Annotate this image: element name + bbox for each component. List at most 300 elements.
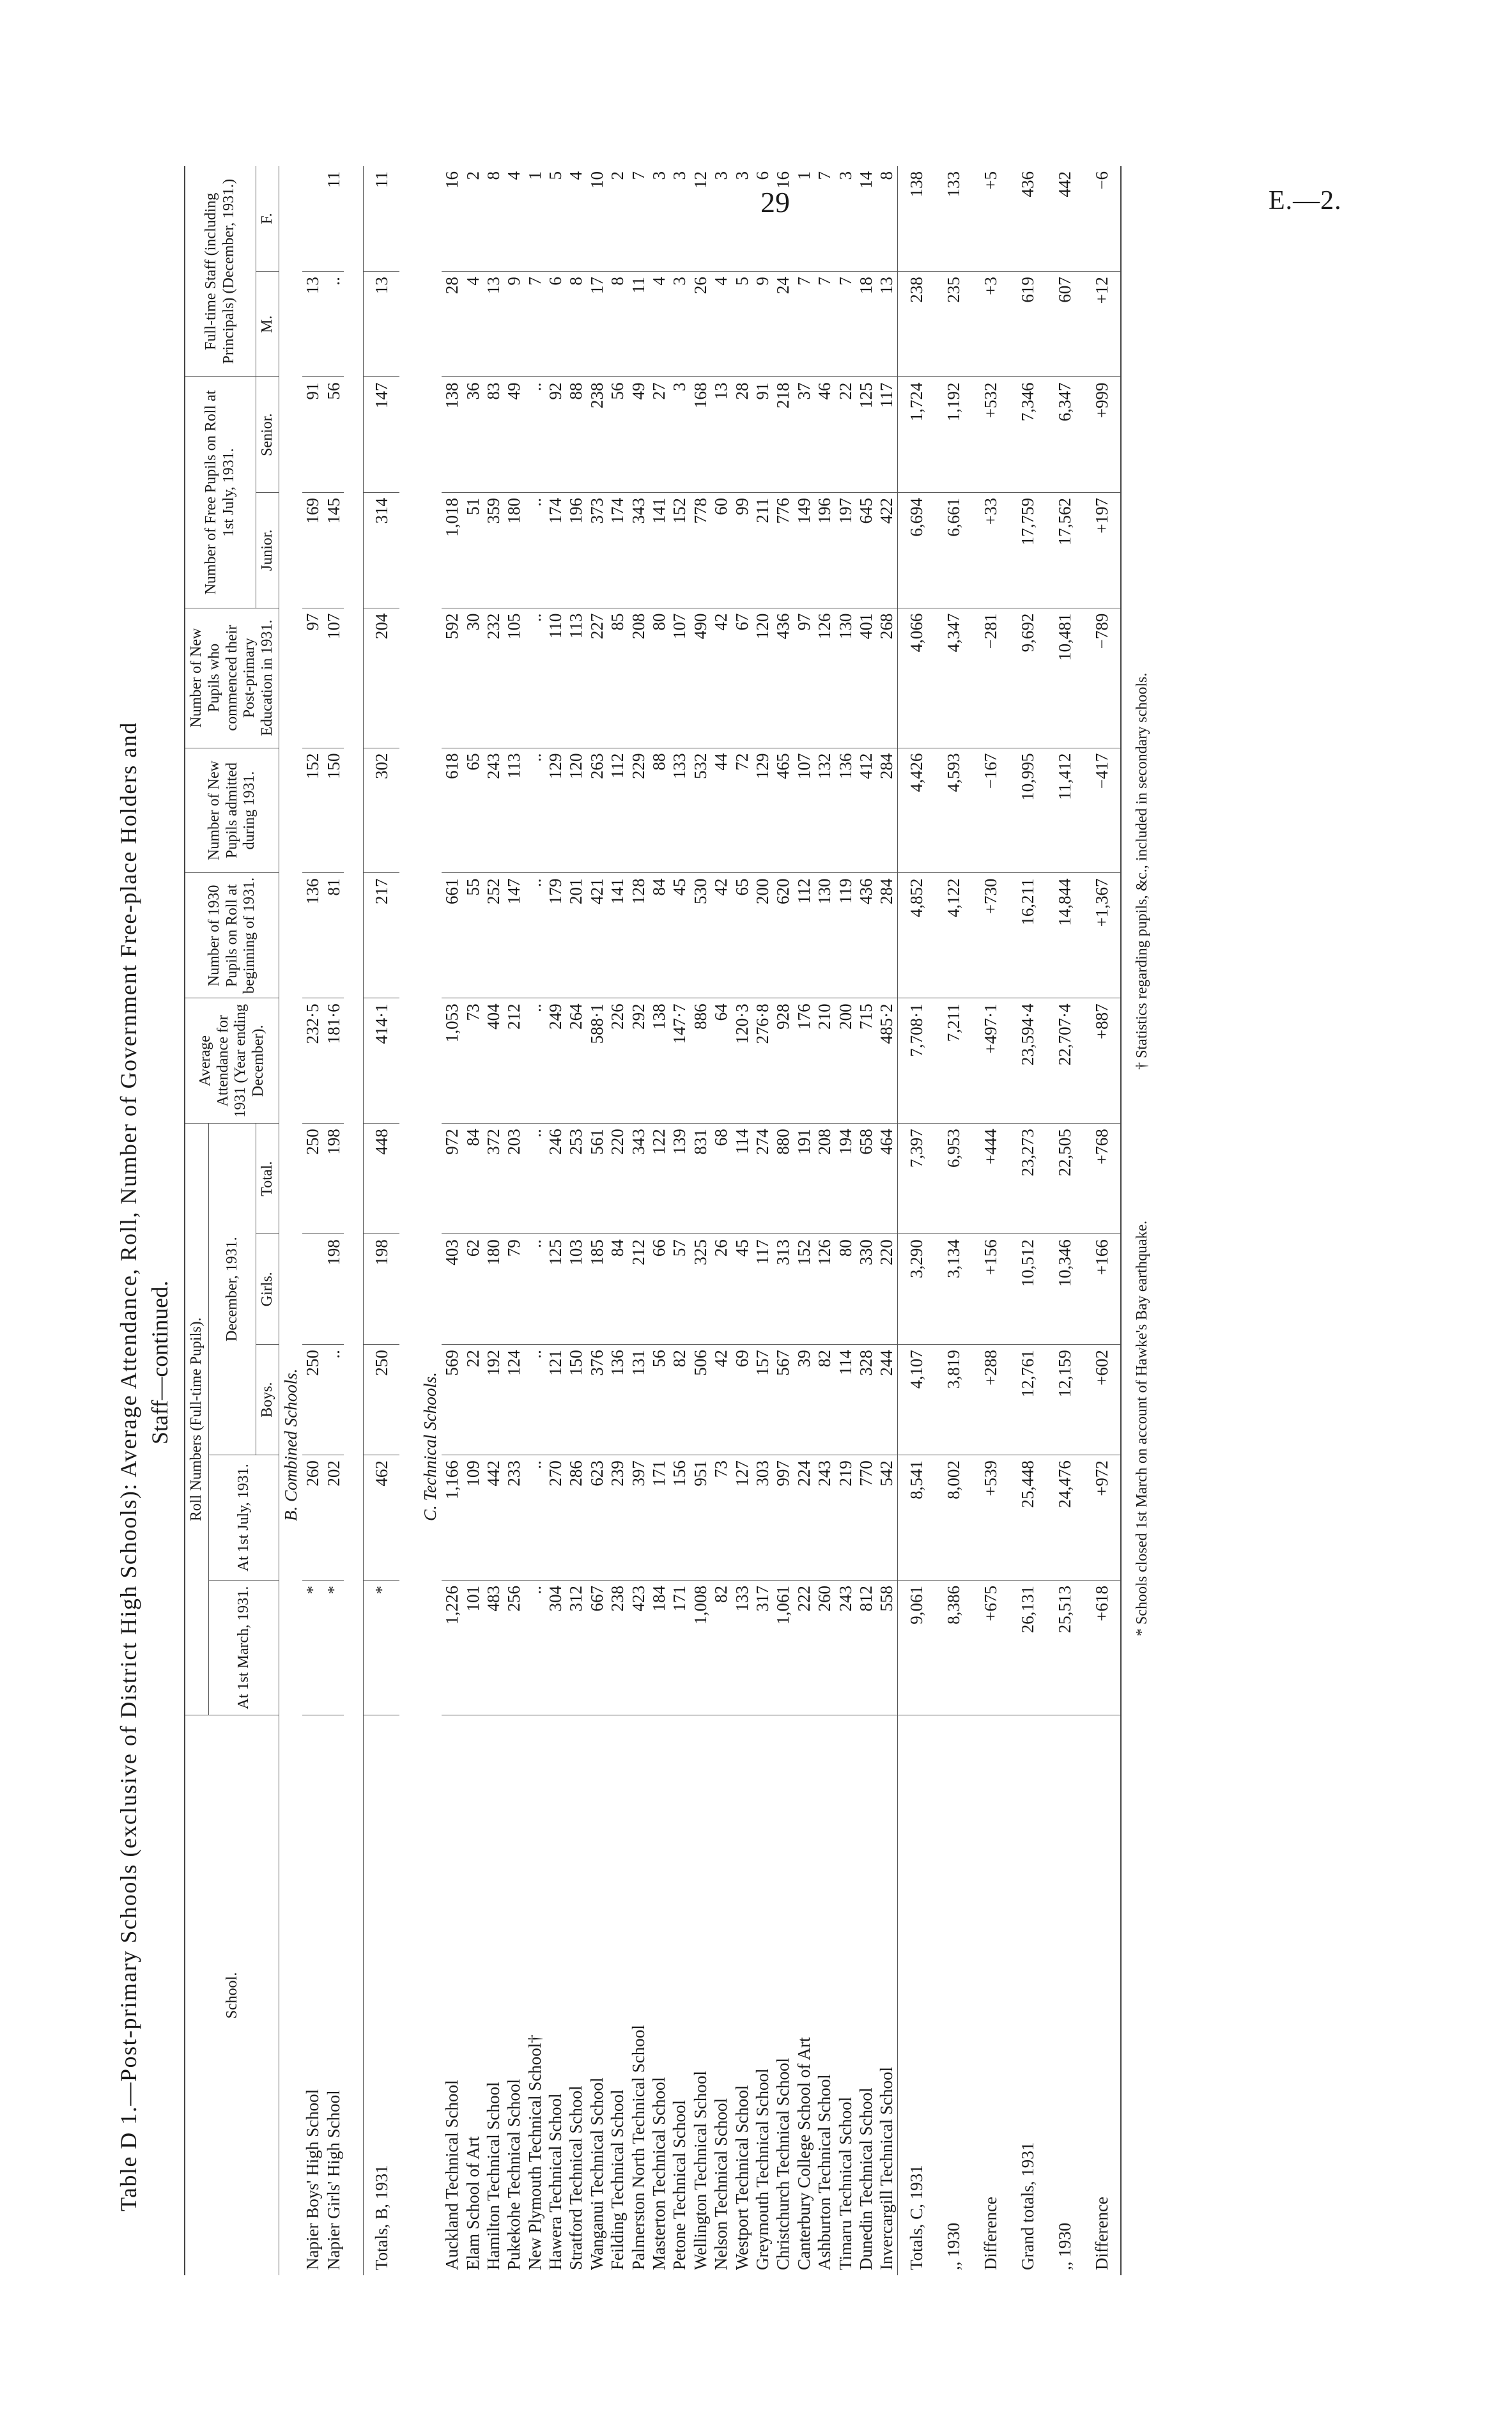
table-cell: 442: [1046, 166, 1083, 272]
row-label: Dunedin Technical School: [856, 2087, 876, 2270]
table-row: [525, 166, 545, 2275]
table-cell: 208: [628, 608, 649, 748]
page-code: E.—2.: [1269, 186, 1342, 215]
table-cell: 14: [856, 166, 876, 272]
summary-row: [1083, 166, 1121, 2275]
table-row: [463, 166, 483, 2275]
table-cell: 2: [463, 166, 483, 272]
table-cell: 4: [649, 272, 669, 377]
table-cell: +166: [1083, 1234, 1121, 1345]
row-label: Masterton Technical School: [649, 2076, 669, 2270]
table-cell: 23,273: [1009, 1124, 1046, 1234]
table-cell: 886: [690, 998, 711, 1124]
table-cell: 303: [752, 1455, 773, 1581]
table-cell: 45: [669, 873, 690, 998]
table-cell: +288: [972, 1345, 1009, 1455]
table-cell: 5: [545, 166, 566, 272]
table-cell: 1,061: [773, 1581, 793, 1715]
table-cell: 17,759: [1009, 493, 1046, 608]
table-cell: 13: [364, 272, 400, 377]
table-cell: ..: [525, 377, 545, 493]
table-row: [794, 166, 814, 2275]
table-cell: 141: [607, 873, 628, 998]
table-cell: +675: [972, 1581, 1009, 1715]
row-label: Napier Boys' High School: [303, 2089, 323, 2270]
table-cell: 97: [302, 608, 323, 748]
table-cell: 1,192: [935, 377, 972, 493]
table-cell: 11: [364, 166, 400, 272]
table-cell: 7: [814, 272, 835, 377]
table-cell: 227: [587, 608, 607, 748]
table-cell: 397: [628, 1455, 649, 1581]
table-cell: 13: [711, 377, 731, 493]
table-cell: ..: [525, 608, 545, 748]
table-cell: 233: [504, 1455, 524, 1581]
row-label: Greymouth Technical School: [752, 2068, 772, 2270]
table-cell: 4,347: [935, 608, 972, 748]
table-cell: 132: [814, 748, 835, 873]
table-cell: 84: [463, 1124, 483, 1234]
table-cell: 92: [545, 377, 566, 493]
table-cell: 141: [649, 493, 669, 608]
table-cell: 85: [607, 608, 628, 748]
table-cell: 88: [649, 748, 669, 873]
table-cell: 174: [607, 493, 628, 608]
header-school: School.: [185, 1715, 279, 2275]
table-cell: +602: [1083, 1345, 1121, 1455]
row-label: Auckland Technical School: [442, 2080, 462, 2270]
table-cell: 401: [856, 608, 876, 748]
table-row: [483, 166, 504, 2275]
table-cell: 620: [773, 873, 793, 998]
summary-row: [897, 166, 935, 2275]
table-cell: 217: [364, 873, 400, 998]
table-cell: 284: [876, 873, 897, 998]
table-cell: 8,541: [897, 1455, 935, 1581]
table-cell: 46: [814, 377, 835, 493]
table-cell: 49: [504, 377, 524, 493]
table-cell: 133: [669, 748, 690, 873]
header-staff-group: Full-time Staff (including Principals) (December, 1931.): [185, 166, 256, 377]
table-cell: 120: [752, 608, 773, 748]
table-cell: 138: [897, 166, 935, 272]
table-cell: 191: [794, 1124, 814, 1234]
table-cell: 343: [628, 493, 649, 608]
table-cell: 131: [628, 1345, 649, 1455]
table-cell: 4,426: [897, 748, 935, 873]
table-cell: 72: [732, 748, 752, 873]
table-cell: 10,346: [1046, 1234, 1083, 1345]
table-cell: 465: [773, 748, 793, 873]
table-cell: 6: [752, 166, 773, 272]
table-cell: 180: [504, 493, 524, 608]
table-row: [732, 166, 752, 2275]
row-label: New Plymouth Technical School†: [525, 2034, 544, 2270]
table-cell: 325: [690, 1234, 711, 1345]
table-cell: 2: [607, 166, 628, 272]
table-cell: 73: [463, 998, 483, 1124]
table-cell: 17,562: [1046, 493, 1083, 608]
table-cell: 204: [364, 608, 400, 748]
table-cell: 82: [711, 1581, 731, 1715]
table-cell: 506: [690, 1345, 711, 1455]
table-cell: 196: [814, 493, 835, 608]
table-cell: 105: [504, 608, 524, 748]
table-cell: 3,134: [935, 1234, 972, 1345]
table-cell: 448: [364, 1124, 400, 1234]
table-cell: 91: [302, 377, 323, 493]
table-cell: 7,211: [935, 998, 972, 1124]
table-cell: 220: [607, 1124, 628, 1234]
row-label: Elam School of Art: [463, 2136, 482, 2270]
header-free-group: Number of Free Pupils on Roll at 1st July, 1931.: [185, 377, 256, 608]
table-cell: 302: [364, 748, 400, 873]
table-cell: 436: [856, 873, 876, 998]
table-cell: 7,708·1: [897, 998, 935, 1124]
table-cell: 313: [773, 1234, 793, 1345]
header-commenced: Number of New Pupils who commenced their Post-primary Education in 1931.: [185, 608, 279, 748]
table-row: [566, 166, 586, 2275]
table-cell: ..: [323, 1345, 344, 1455]
table-cell: 9: [504, 272, 524, 377]
table-cell: 198: [364, 1234, 400, 1345]
table-cell: 250: [302, 1124, 323, 1234]
table-row: [628, 166, 649, 2275]
row-label: Wanganui Technical School: [587, 2077, 606, 2270]
table-cell: 13: [876, 272, 897, 377]
table-cell: 532: [690, 748, 711, 873]
table-cell: 168: [690, 377, 711, 493]
summary-row: [1009, 166, 1046, 2275]
header-roll-group: Roll Numbers (Full-time Pupils).: [185, 1124, 208, 1715]
table-cell: 121: [545, 1345, 566, 1455]
table-cell: 373: [587, 493, 607, 608]
table-cell: 62: [463, 1234, 483, 1345]
table-cell: 6: [545, 272, 566, 377]
table-cell: 194: [835, 1124, 856, 1234]
table-cell: 219: [835, 1455, 856, 1581]
row-label: Canterbury College School of Art: [794, 2037, 814, 2270]
table-cell: 218: [773, 377, 793, 493]
table-cell: 126: [814, 608, 835, 748]
table-cell: 26,131: [1009, 1581, 1046, 1715]
table-cell: 4,593: [935, 748, 972, 873]
summary-row: [972, 166, 1009, 2275]
table-cell: 136: [302, 873, 323, 998]
table-cell: 119: [835, 873, 856, 998]
table-row: [607, 166, 628, 2275]
table-cell: 3,290: [897, 1234, 935, 1345]
table-cell: 37: [794, 377, 814, 493]
row-label: Nelson Technical School: [711, 2098, 731, 2270]
row-label: Westport Technical School: [732, 2085, 752, 2270]
table-cell: 1,008: [690, 1581, 711, 1715]
table-cell: 542: [876, 1455, 897, 1581]
table-cell: 208: [814, 1124, 835, 1234]
table-cell: 330: [856, 1234, 876, 1345]
table-cell: 246: [545, 1124, 566, 1234]
table-cell: 67: [732, 608, 752, 748]
table-cell: 284: [876, 748, 897, 873]
section-heading: C. Technical Schools.: [420, 1372, 440, 1521]
table-cell: 138: [649, 998, 669, 1124]
table-cell: 928: [773, 998, 793, 1124]
table-cell: 26: [711, 1234, 731, 1345]
table-cell: 4: [711, 272, 731, 377]
table-cell: 27: [649, 377, 669, 493]
table-cell: 328: [856, 1345, 876, 1455]
table-cell: ..: [525, 493, 545, 608]
table-cell: 25,513: [1046, 1581, 1083, 1715]
header-boys: Boys.: [256, 1345, 279, 1455]
table-cell: 16: [442, 166, 462, 272]
footnotes: [1133, 166, 1152, 2275]
table-cell: −281: [972, 608, 1009, 748]
table-cell: 12: [690, 166, 711, 272]
table-cell: 150: [566, 1345, 586, 1455]
table-cell: 180: [483, 1234, 504, 1345]
spacer-row: [344, 166, 364, 2275]
table-cell: 558: [876, 1581, 897, 1715]
table-cell: 7,397: [897, 1124, 935, 1234]
table-cell: ..: [525, 1581, 545, 1715]
table-cell: 403: [442, 1234, 462, 1345]
table-cell: 174: [545, 493, 566, 608]
table-row: [856, 166, 876, 2275]
table-cell: 44: [711, 748, 731, 873]
table-cell: 7: [835, 272, 856, 377]
table-cell: 3: [649, 166, 669, 272]
table-cell: 97: [794, 608, 814, 748]
table-cell: 103: [566, 1234, 586, 1345]
table-cell: 1,226: [442, 1581, 462, 1715]
table-cell: 122: [649, 1124, 669, 1234]
table-cell: 14,844: [1046, 873, 1083, 998]
table-cell: 176: [794, 998, 814, 1124]
table-title: Table D 1.—Post-primary Schools (exclusive of District High Schools): Average Attendance, Roll, Number of Government Free-place Holders and: [116, 722, 141, 2211]
table-row: [323, 166, 344, 2275]
row-label: Napier Girls' High School: [323, 2090, 343, 2270]
header-total: Total.: [256, 1124, 279, 1234]
table-cell: 1,166: [442, 1455, 462, 1581]
table-cell: 229: [628, 748, 649, 873]
table-cell: 171: [649, 1455, 669, 1581]
table-cell: 253: [566, 1124, 586, 1234]
table-row: [876, 166, 897, 2275]
table-cell: +5: [972, 166, 1009, 272]
table-cell: 260: [814, 1581, 835, 1715]
table-cell: 569: [442, 1345, 462, 1455]
table-cell: 28: [732, 377, 752, 493]
table-cell: 304: [545, 1581, 566, 1715]
table-cell: 91: [752, 377, 773, 493]
table-cell: 997: [773, 1455, 793, 1581]
row-label: Difference: [980, 2197, 1000, 2270]
table-cell: 65: [732, 873, 752, 998]
table-cell: −417: [1083, 748, 1121, 873]
table-cell: 951: [690, 1455, 711, 1581]
table-cell: 42: [711, 608, 731, 748]
table-row: [669, 166, 690, 2275]
table-cell: 4: [566, 166, 586, 272]
table-cell: 65: [463, 748, 483, 873]
row-label: Feilding Technical School: [608, 2089, 628, 2270]
table-cell: 485·2: [876, 998, 897, 1124]
table-cell: 112: [794, 873, 814, 998]
table-cell: 117: [876, 377, 897, 493]
table-cell: 22,707·4: [1046, 998, 1083, 1124]
header-december: December, 1931.: [208, 1124, 256, 1455]
table-cell: [302, 166, 323, 272]
table-cell: 130: [814, 873, 835, 998]
table-cell: 7,346: [1009, 377, 1046, 493]
table-cell: 263: [587, 748, 607, 873]
table-cell: 256: [504, 1581, 524, 1715]
table-cell: 567: [773, 1345, 793, 1455]
table-cell: 4: [504, 166, 524, 272]
table-row: [835, 166, 856, 2275]
row-label: Stratford Technical School: [566, 2085, 586, 2270]
data-table: [184, 166, 1121, 2275]
table-cell: +730: [972, 873, 1009, 998]
section-heading-row: [419, 166, 442, 2275]
table-cell: 84: [649, 873, 669, 998]
table-cell: 292: [628, 998, 649, 1124]
table-cell: 274: [752, 1124, 773, 1234]
table-cell: 26: [690, 272, 711, 377]
table-cell: 1,018: [442, 493, 462, 608]
row-label: Pukekohe Technical School: [504, 2078, 524, 2270]
table-row: [814, 166, 835, 2275]
table-row: [752, 166, 773, 2275]
table-cell: 147: [504, 873, 524, 998]
table-cell: 198: [323, 1234, 344, 1345]
table-cell: 22,505: [1046, 1124, 1083, 1234]
table-cell: 125: [856, 377, 876, 493]
table-cell: 412: [856, 748, 876, 873]
table-cell: 185: [587, 1234, 607, 1345]
header-junior: Junior.: [256, 493, 279, 608]
table-cell: 82: [669, 1345, 690, 1455]
table-cell: 202: [323, 1455, 344, 1581]
table-cell: 4: [463, 272, 483, 377]
table-cell: 483: [483, 1581, 504, 1715]
table-cell: 66: [649, 1234, 669, 1345]
table-cell: 264: [566, 998, 586, 1124]
table-cell: 10: [587, 166, 607, 272]
header-girls: Girls.: [256, 1234, 279, 1345]
table-cell: 1: [525, 166, 545, 272]
table-cell: 57: [669, 1234, 690, 1345]
table-cell: 619: [1009, 272, 1046, 377]
table-cell: 11: [628, 272, 649, 377]
table-cell: 147·7: [669, 998, 690, 1124]
table-cell: 113: [566, 608, 586, 748]
table-cell: 136: [607, 1345, 628, 1455]
table-cell: 171: [669, 1581, 690, 1715]
table-cell: 107: [669, 608, 690, 748]
table-cell: *: [364, 1581, 400, 1715]
row-label: Totals, B, 1931: [364, 1715, 400, 2275]
table-cell: 181·6: [323, 998, 344, 1124]
table-subtitle: Staff—continued.: [147, 1280, 173, 1444]
table-cell: ..: [525, 998, 545, 1124]
table-cell: 3: [669, 272, 690, 377]
table-cell: 276·8: [752, 998, 773, 1124]
table-cell: 28: [442, 272, 462, 377]
table-cell: 7: [814, 166, 835, 272]
table-cell: 42: [711, 1345, 731, 1455]
table-cell: 12,761: [1009, 1345, 1046, 1455]
table-body: [279, 166, 1121, 2275]
table-cell: 39: [794, 1345, 814, 1455]
row-label: Hawera Technical School: [546, 2093, 566, 2270]
table-cell: 22: [835, 377, 856, 493]
table-row: [690, 166, 711, 2275]
table-cell: 268: [876, 608, 897, 748]
table-cell: 7: [794, 272, 814, 377]
table-cell: 249: [545, 998, 566, 1124]
table-cell: +887: [1083, 998, 1121, 1124]
table-cell: 120·3: [732, 998, 752, 1124]
row-label: Petone Technical School: [670, 2099, 690, 2270]
header-senior: Senior.: [256, 377, 279, 493]
table-cell: 6,953: [935, 1124, 972, 1234]
table-cell: 222: [794, 1581, 814, 1715]
table-cell: 359: [483, 493, 504, 608]
header-m: M.: [256, 272, 279, 377]
table-cell: 73: [711, 1455, 731, 1581]
table-cell: 770: [856, 1455, 876, 1581]
table-cell: 645: [856, 493, 876, 608]
table-cell: 60: [711, 493, 731, 608]
table-cell: 200: [752, 873, 773, 998]
row-label: Invercargill Technical School: [877, 2066, 897, 2270]
table-cell: 343: [628, 1124, 649, 1234]
table-cell: +444: [972, 1124, 1009, 1234]
table-cell: +12: [1083, 272, 1121, 377]
table-cell: 317: [752, 1581, 773, 1715]
summary-row: [1046, 166, 1083, 2275]
spacer-row: [399, 166, 419, 2275]
table-cell: 414·1: [364, 998, 400, 1124]
table-cell: *: [323, 1581, 344, 1715]
table-cell: 462: [364, 1455, 400, 1581]
table-cell: 623: [587, 1455, 607, 1581]
table-cell: 3: [732, 166, 752, 272]
table-cell: 211: [752, 493, 773, 608]
table-cell: 831: [690, 1124, 711, 1234]
table-cell: 1,053: [442, 998, 462, 1124]
table-cell: 16: [773, 166, 793, 272]
table-cell: 157: [752, 1345, 773, 1455]
table-row: [302, 166, 323, 2275]
table-cell: 147: [364, 377, 400, 493]
table-cell: 56: [323, 377, 344, 493]
table-cell: 80: [835, 1234, 856, 1345]
table-cell: +3: [972, 272, 1009, 377]
table-cell: 130: [835, 608, 856, 748]
table-cell: 618: [442, 748, 462, 873]
table-cell: 7: [525, 272, 545, 377]
table-cell: 18: [856, 272, 876, 377]
table-cell: 404: [483, 998, 504, 1124]
header-new-pupils: Number of New Pupils admitted during 1931.: [185, 748, 279, 873]
table-cell: 235: [935, 272, 972, 377]
table-cell: 243: [814, 1455, 835, 1581]
table-cell: 436: [1009, 166, 1046, 272]
table-cell: 10,481: [1046, 608, 1083, 748]
